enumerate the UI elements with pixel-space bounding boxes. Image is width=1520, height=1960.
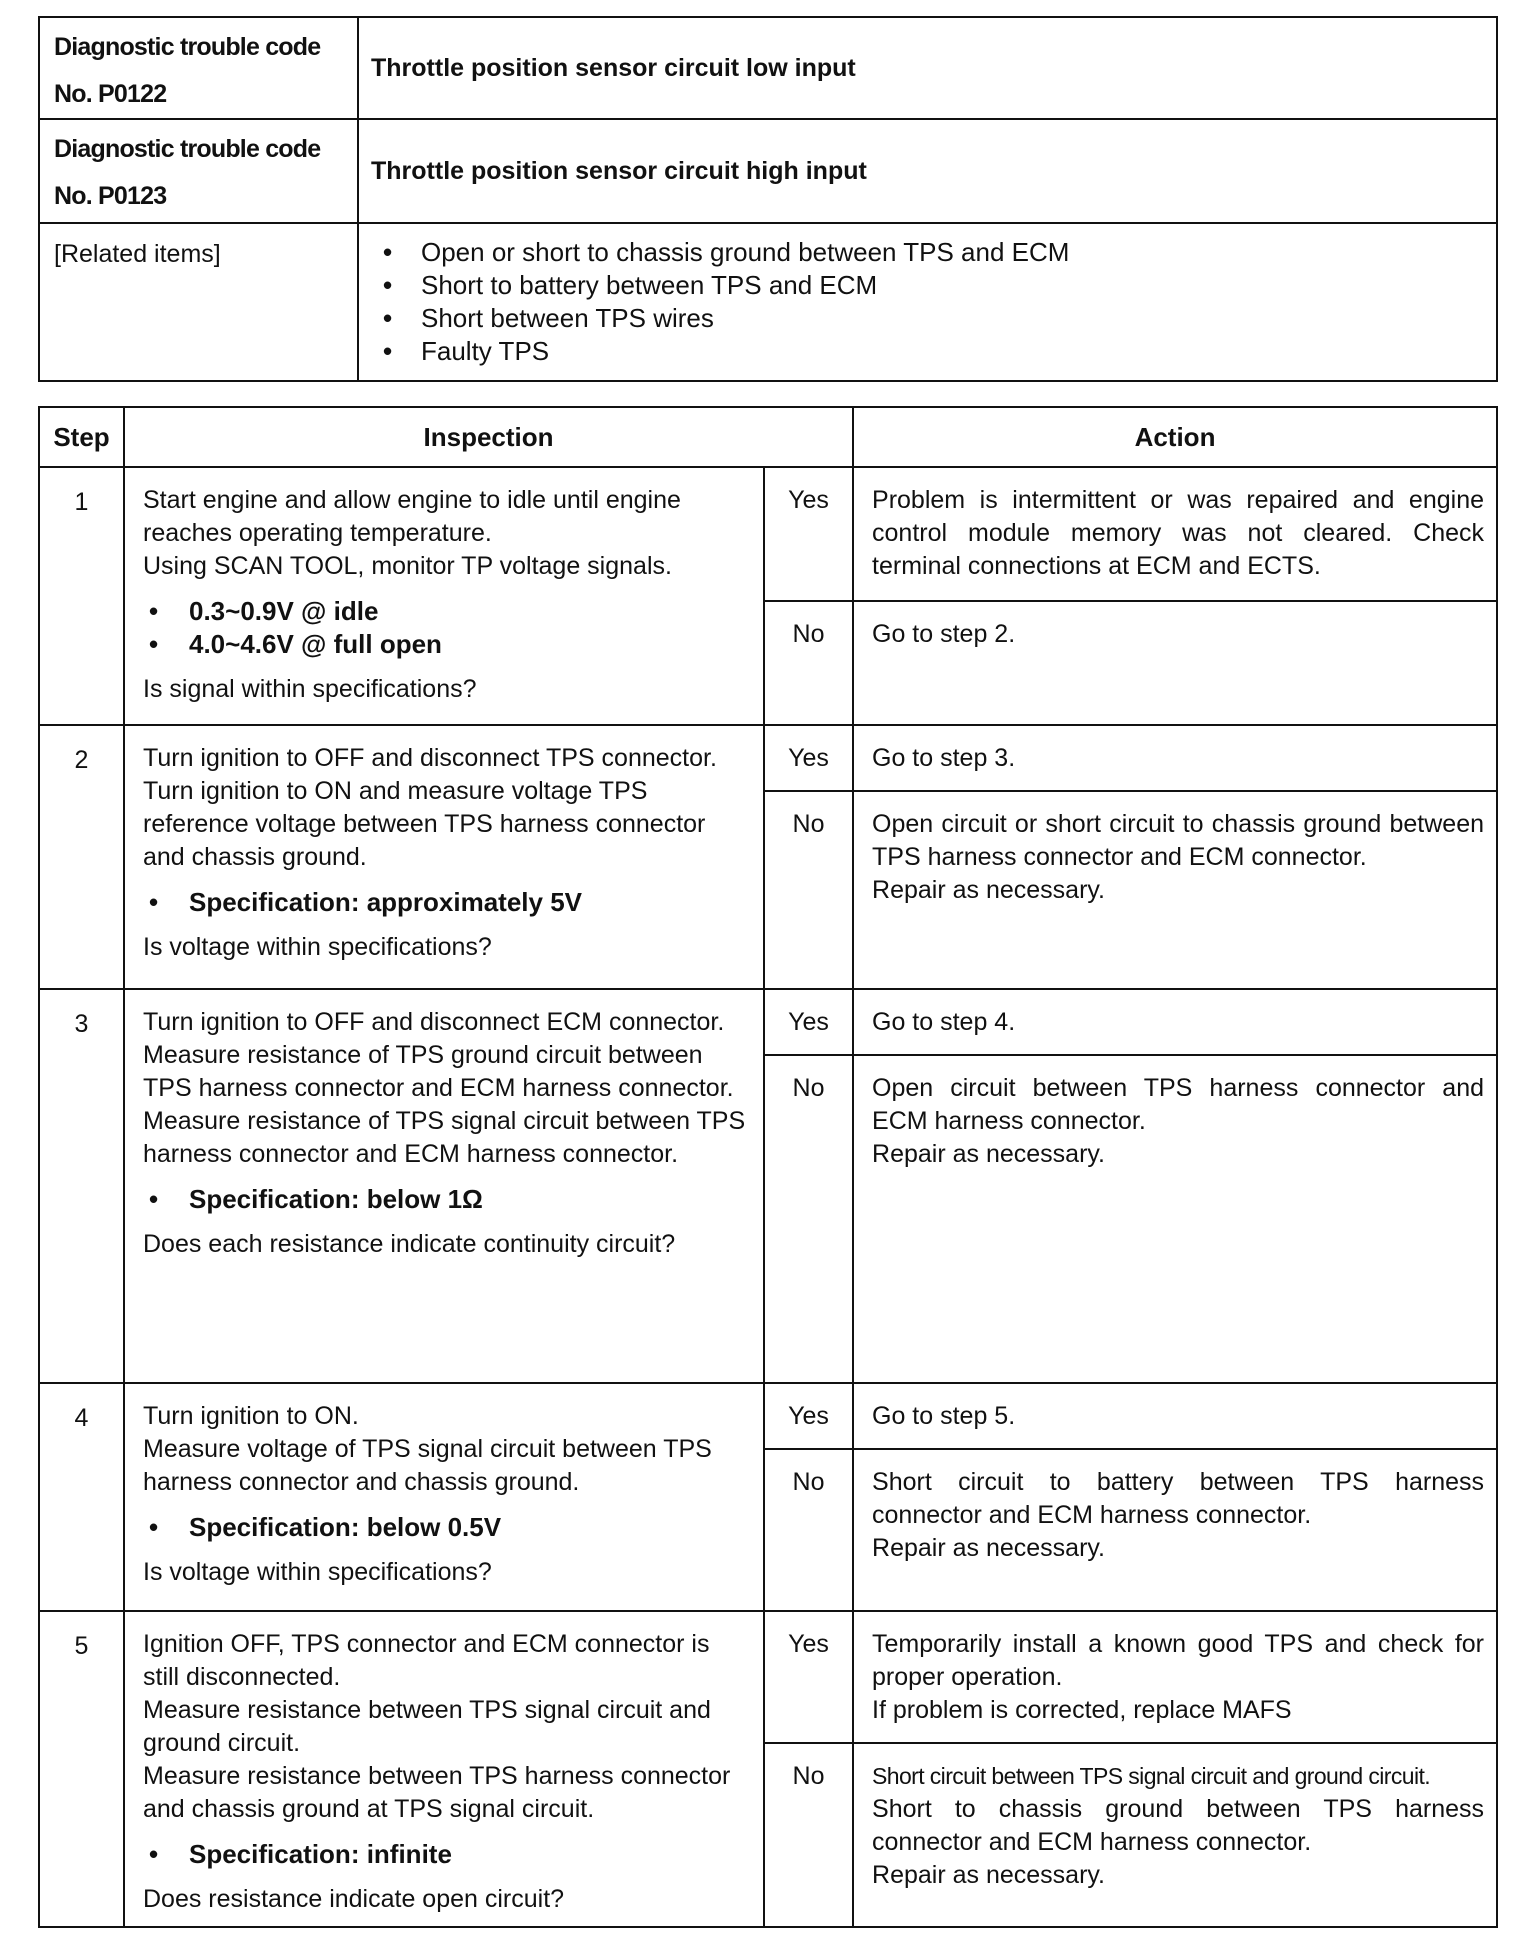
dtc-code-label: Diagnostic trouble code (54, 33, 321, 61)
related-items-list (358, 223, 1497, 381)
yes-label: Yes (764, 1383, 853, 1449)
yes-action (853, 725, 1497, 791)
yes-action (853, 1611, 1497, 1743)
action-text: Open circuit or short circuit to chassis ground between TPS harness connector and ECM connector. (872, 810, 1485, 871)
yes-label: Yes (764, 1611, 853, 1743)
spec-item: • 4.0~4.6V @ full open (143, 628, 751, 661)
step-number: 2 (39, 725, 124, 989)
yes-action (853, 1383, 1497, 1449)
step-inspection (124, 1611, 764, 1927)
step-number: 5 (39, 1611, 124, 1927)
action-text: Temporarily install a known good TPS and check for proper operation. (872, 1630, 1485, 1691)
action-text: Short circuit between TPS signal circuit and ground circuit. (872, 1763, 1431, 1789)
inspection-text: Measure resistance of TPS signal circuit between TPS harness connector and ECM harness connector. (143, 1107, 746, 1168)
no-action (853, 1055, 1497, 1383)
no-label: No (764, 791, 853, 989)
action-text: Short to chassis ground between TPS harness connector and ECM harness connector. (872, 1795, 1485, 1856)
yes-label: Yes (764, 989, 853, 1055)
dtc-info-table (38, 16, 1498, 382)
inspection-question: Is voltage within specifications? (143, 933, 492, 961)
diagnostic-steps-table (38, 406, 1498, 1928)
related-item: • Open or short to chassis ground between TPS and ECM (371, 236, 1484, 269)
step-row (39, 989, 1497, 1055)
action-text: Go to step 5. (872, 1402, 1016, 1430)
inspection-text: Turn ignition to ON and measure voltage TPS reference voltage between TPS harness connector and chassis ground. (143, 777, 706, 871)
dtc-code-number: No. P0123 (54, 182, 167, 210)
step-number: 1 (39, 467, 124, 725)
step-header: Step (39, 407, 124, 467)
dtc-row-p0123 (39, 119, 1497, 223)
dtc-code-number: No. P0122 (54, 80, 167, 108)
related-items-row (39, 223, 1497, 381)
action-text: Open circuit between TPS harness connector and ECM harness connector. (872, 1074, 1485, 1135)
action-text: Repair as necessary. (872, 1861, 1105, 1889)
spec-list (143, 1511, 751, 1544)
inspection-question: Does each resistance indicate continuity circuit? (143, 1230, 676, 1258)
no-action (853, 601, 1497, 725)
step-row (39, 1383, 1497, 1449)
inspection-text: Measure resistance between TPS signal circuit and ground circuit. (143, 1696, 711, 1757)
inspection-question: Does resistance indicate open circuit? (143, 1885, 565, 1913)
step-inspection (124, 467, 764, 725)
step-inspection (124, 725, 764, 989)
inspection-text: Using SCAN TOOL, monitor TP voltage signals. (143, 552, 672, 580)
dtc-title: Throttle position sensor circuit low input (358, 17, 1497, 119)
step-inspection (124, 989, 764, 1383)
action-text: Go to step 4. (872, 1008, 1016, 1036)
spec-item: • Specification: below 1Ω (143, 1183, 751, 1216)
spec-list (143, 595, 751, 661)
dtc-code-cell (39, 119, 358, 223)
spec-item: • Specification: approximately 5V (143, 886, 751, 919)
spec-item: • Specification: below 0.5V (143, 1511, 751, 1544)
action-text: Repair as necessary. (872, 1140, 1105, 1168)
step-number: 4 (39, 1383, 124, 1611)
action-text: If problem is corrected, replace MAFS (872, 1696, 1292, 1724)
dtc-title: Throttle position sensor circuit high input (358, 119, 1497, 223)
action-text: Go to step 3. (872, 744, 1016, 772)
step-row (39, 1611, 1497, 1743)
inspection-question: Is voltage within specifications? (143, 1558, 492, 1586)
action-text: Repair as necessary. (872, 1534, 1105, 1562)
inspection-text: Measure resistance of TPS ground circuit between TPS harness connector and ECM harness connector. (143, 1041, 734, 1102)
inspection-text: Ignition OFF, TPS connector and ECM connector is still disconnected. (143, 1630, 710, 1691)
related-item: • Faulty TPS (371, 335, 1484, 368)
dtc-row-p0122 (39, 17, 1497, 119)
no-label: No (764, 601, 853, 725)
spec-list (143, 1838, 751, 1871)
dtc-code-label: Diagnostic trouble code (54, 135, 321, 163)
steps-header-row (39, 407, 1497, 467)
dtc-code-cell (39, 17, 358, 119)
spec-item: • Specification: infinite (143, 1838, 751, 1871)
step-inspection (124, 1383, 764, 1611)
related-item: • Short between TPS wires (371, 302, 1484, 335)
action-text: Problem is intermittent or was repaired and engine control module memory was not cleared. Check terminal connections at ECM and ECTS. (872, 486, 1485, 580)
yes-label: Yes (764, 467, 853, 601)
inspection-text: Turn ignition to OFF and disconnect ECM connector. (143, 1008, 725, 1036)
step-row (39, 725, 1497, 791)
related-item: • Short to battery between TPS and ECM (371, 269, 1484, 302)
step-row (39, 467, 1497, 601)
inspection-text: Turn ignition to OFF and disconnect TPS connector. (143, 744, 717, 772)
spec-list (143, 1183, 751, 1216)
inspection-text: Measure resistance between TPS harness connector and chassis ground at TPS signal circuit. (143, 1762, 731, 1823)
no-label: No (764, 1055, 853, 1383)
no-action (853, 1449, 1497, 1611)
action-text: Go to step 2. (872, 620, 1016, 648)
no-action (853, 1743, 1497, 1927)
yes-label: Yes (764, 725, 853, 791)
action-text: Short circuit to battery between TPS harness connector and ECM harness connector. (872, 1468, 1485, 1529)
no-action (853, 791, 1497, 989)
spec-list (143, 886, 751, 919)
inspection-question: Is signal within specifications? (143, 675, 477, 703)
inspection-header: Inspection (124, 407, 853, 467)
yes-action (853, 467, 1497, 601)
action-header: Action (853, 407, 1497, 467)
yes-action (853, 989, 1497, 1055)
related-items-label: [Related items] (39, 223, 358, 381)
inspection-text: Measure voltage of TPS signal circuit between TPS harness connector and chassis ground. (143, 1435, 712, 1496)
no-label: No (764, 1449, 853, 1611)
action-text: Repair as necessary. (872, 876, 1105, 904)
inspection-text: Start engine and allow engine to idle until engine reaches operating temperature. (143, 486, 681, 547)
step-number: 3 (39, 989, 124, 1383)
inspection-text: Turn ignition to ON. (143, 1402, 359, 1430)
no-label: No (764, 1743, 853, 1927)
spec-item: • 0.3~0.9V @ idle (143, 595, 751, 628)
